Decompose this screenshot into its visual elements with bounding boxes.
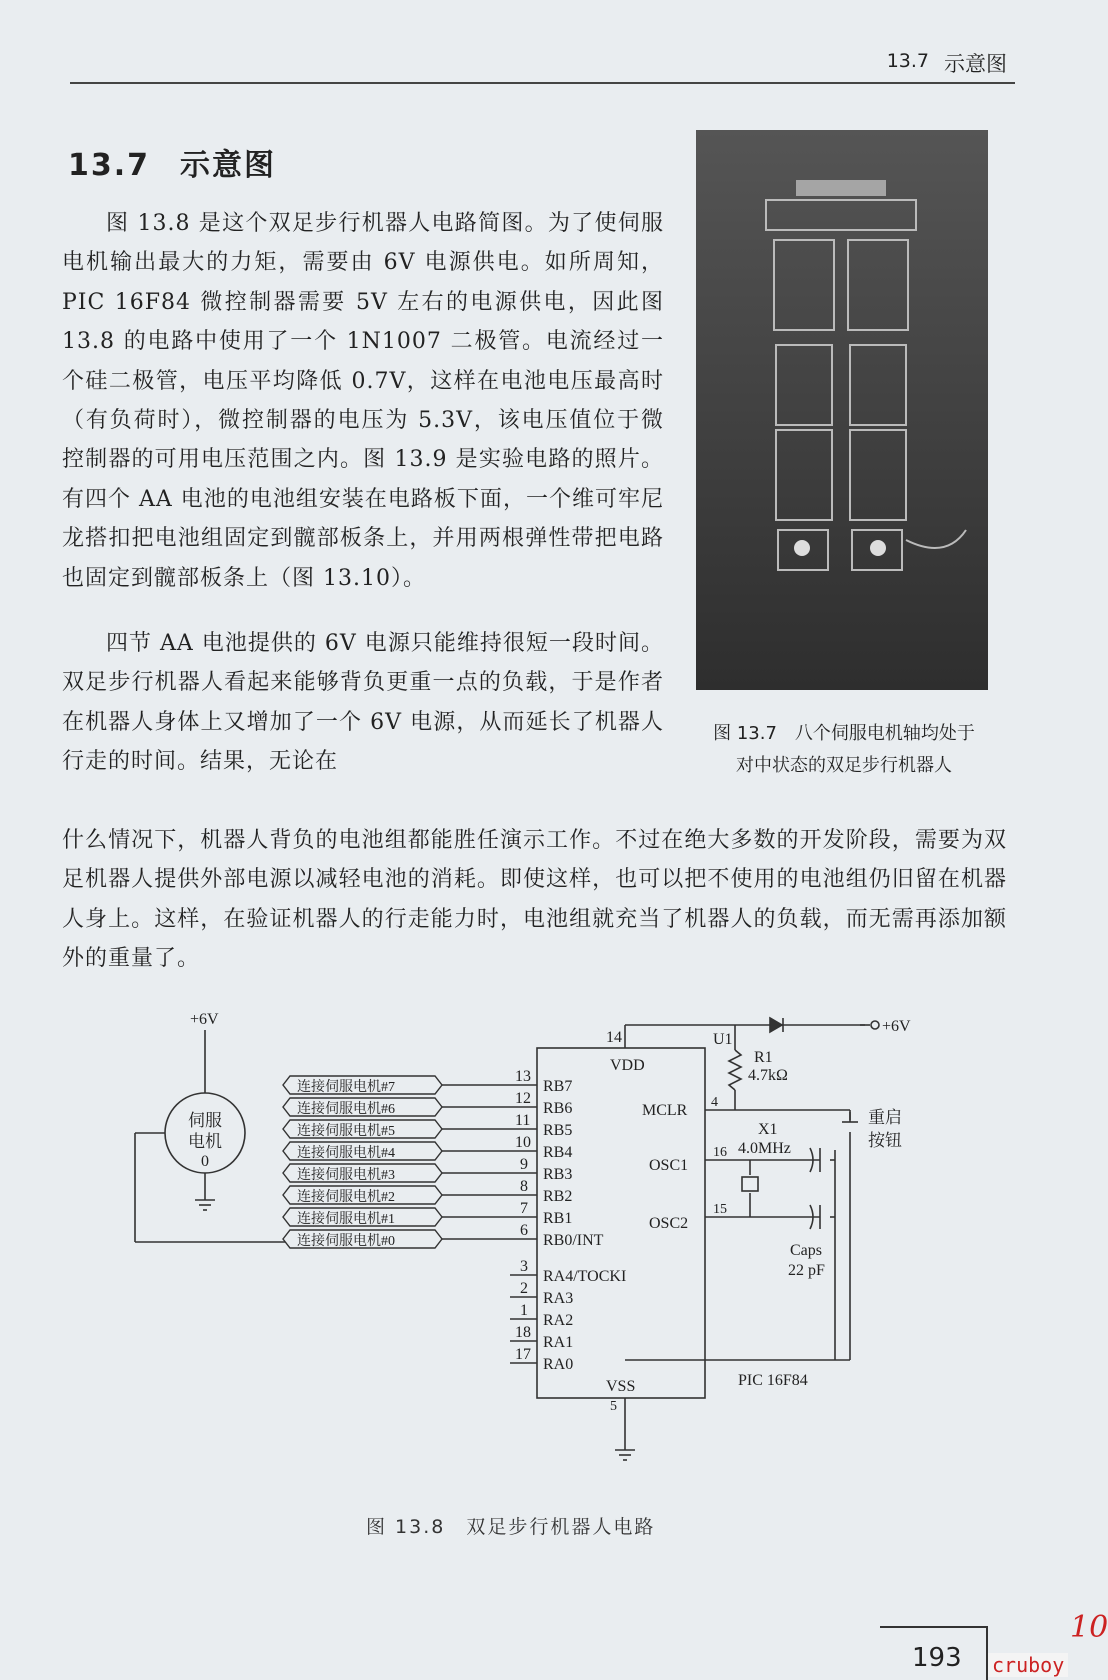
section-title: 示意图: [180, 148, 277, 183]
connector-3: 连接伺服电机#3: [297, 1168, 395, 1183]
figure-13-7-caption-line2: 对中状态的双足步行机器人: [736, 755, 952, 776]
pin-rb0-num: 6: [520, 1222, 528, 1239]
figure-13-7-caption: [668, 718, 1020, 782]
servo-line2: 电机: [188, 1132, 222, 1151]
pin-rb1: RB1: [543, 1210, 573, 1227]
osc1-label: OSC1: [649, 1157, 689, 1174]
pin-rb3: RB3: [543, 1166, 573, 1183]
pin-rb3-num: 9: [520, 1156, 528, 1173]
vss-pin: 5: [610, 1399, 617, 1414]
x1-value: 4.0MHz: [738, 1140, 791, 1157]
pin-rb4-num: 10: [515, 1134, 531, 1151]
vss-label: VSS: [606, 1378, 636, 1395]
vdd-pin: 14: [606, 1029, 622, 1046]
pin-rb2: RB2: [543, 1188, 573, 1205]
pin-rb6-num: 12: [515, 1090, 531, 1107]
pin-rb5-num: 11: [515, 1112, 531, 1129]
supply-left: +6V: [190, 1011, 219, 1028]
pin-ra4-num: 3: [520, 1258, 528, 1275]
pin-rb2-num: 8: [520, 1178, 528, 1195]
running-head: [70, 44, 1015, 84]
caps-value: 22 pF: [788, 1262, 825, 1279]
section-number: 13.7: [68, 148, 151, 183]
connector-5: 连接伺服电机#5: [297, 1124, 395, 1139]
pin-rb1-num: 7: [520, 1200, 528, 1217]
servo-num: 0: [201, 1153, 209, 1170]
pin-ra1-num: 18: [515, 1324, 531, 1341]
page-number: 193: [912, 1643, 962, 1673]
caps-label: Caps: [790, 1242, 822, 1259]
reset-line1: 重启: [868, 1108, 902, 1127]
mclr-pin: 4: [711, 1095, 718, 1110]
pin-ra4: RA4/TOCKI: [543, 1268, 627, 1285]
connector-7: 连接伺服电机#7: [297, 1080, 395, 1095]
running-head-title: 示意图: [944, 52, 1007, 76]
pin-rb0: RB0/INT: [543, 1232, 604, 1249]
figure-13-8-caption: 图 13.8 双足步行机器人电路: [366, 1516, 656, 1538]
mclr-label: MCLR: [642, 1102, 688, 1119]
pin-rb6: RB6: [543, 1100, 573, 1117]
margin-mark: 10: [1070, 1610, 1108, 1645]
paragraph-2-wide: 什么情况下，机器人背负的电池组都能胜任演示工作。不过在绝大多数的开发阶段，需要为双足机器人提供外部电源以减轻电池的消耗。即使这样，也可以把不使用的电池组仍旧留在机器人身上。这样，在验证机器人的行走能力时，电池组就充当了机器人的负载，而无需再添加额外的重量了。: [62, 828, 1007, 972]
supply-right: +6V: [882, 1018, 911, 1035]
x1-label: X1: [758, 1121, 778, 1138]
pin-ra2: RA2: [543, 1312, 574, 1329]
connector-2: 连接伺服电机#2: [297, 1190, 395, 1205]
r1-label: R1: [754, 1049, 773, 1066]
circuit-diagram: [130, 1010, 1020, 1490]
section-heading: [68, 140, 276, 184]
osc1-pin: 16: [713, 1145, 727, 1160]
connector-1: 连接伺服电机#1: [297, 1212, 395, 1227]
robot-photo-drawing: [696, 130, 988, 690]
header-rule: [70, 82, 1015, 84]
pin-rb7-num: 13: [515, 1068, 531, 1085]
connector-6: 连接伺服电机#6: [297, 1102, 395, 1117]
figure-13-7-caption-line1: 图 13.7 八个伺服电机轴均处于: [713, 723, 975, 744]
running-head-section: 13.7: [886, 50, 929, 72]
connector-4: 连接伺服电机#4: [297, 1146, 395, 1161]
watermark: cruboy: [988, 1653, 1068, 1677]
servo-line1: 伺服: [188, 1111, 222, 1130]
r1-value: 4.7kΩ: [748, 1067, 788, 1084]
vdd-label: VDD: [610, 1057, 645, 1074]
pin-rb7: RB7: [543, 1078, 573, 1095]
osc2-label: OSC2: [649, 1215, 689, 1232]
pin-ra0-num: 17: [515, 1346, 531, 1363]
osc2-pin: 15: [713, 1202, 727, 1217]
pin-ra0: RA0: [543, 1356, 574, 1373]
pin-ra3: RA3: [543, 1290, 574, 1307]
pin-ra1: RA1: [543, 1334, 574, 1351]
pin-ra2-num: 1: [520, 1302, 528, 1319]
paragraph-1: 图 13.8 是这个双足步行机器人电路简图。为了使伺服电机输出最大的力矩，需要由 6V 电源供电。如所周知，PIC 16F84 微控制器需要 5V 左右的电源供电，因此图 13.8 的电路中使用了一个 1N1007 二极管。电流经过一个硅二极管，电压平均降低 0.7V，这样在电池电压最高时（有负荷时），微控制器的电压为 5.3V，该电压值位于微控制器的可用电压范围之内。图 13.9 是实验电路的照片。有四个 AA 电池的电池组安装在电路板下面，一个维可牢尼龙搭扣把电池组固定到髋部板条上，并用两根弹性带把电路也固定到髋部板条上（图 13.10）。: [62, 211, 664, 591]
page-number-rule: [880, 1626, 988, 1628]
robot-photo: [696, 130, 988, 690]
chip-label: PIC 16F84: [738, 1372, 808, 1389]
paragraph-2-narrow: 四节 AA 电池提供的 6V 电源只能维持很短一段时间。双足步行机器人看起来能够背负更重一点的负载，于是作者在机器人身体上又增加了一个 6V 电源，从而延长了机器人行走的时间。结果，无论在: [62, 631, 664, 775]
pin-rb4: RB4: [543, 1144, 573, 1161]
connector-0: 连接伺服电机#0: [297, 1234, 395, 1249]
reset-line2: 按钮: [868, 1131, 902, 1150]
pin-rb5: RB5: [543, 1122, 573, 1139]
pin-ra3-num: 2: [520, 1280, 528, 1297]
u1-label: U1: [713, 1031, 733, 1048]
